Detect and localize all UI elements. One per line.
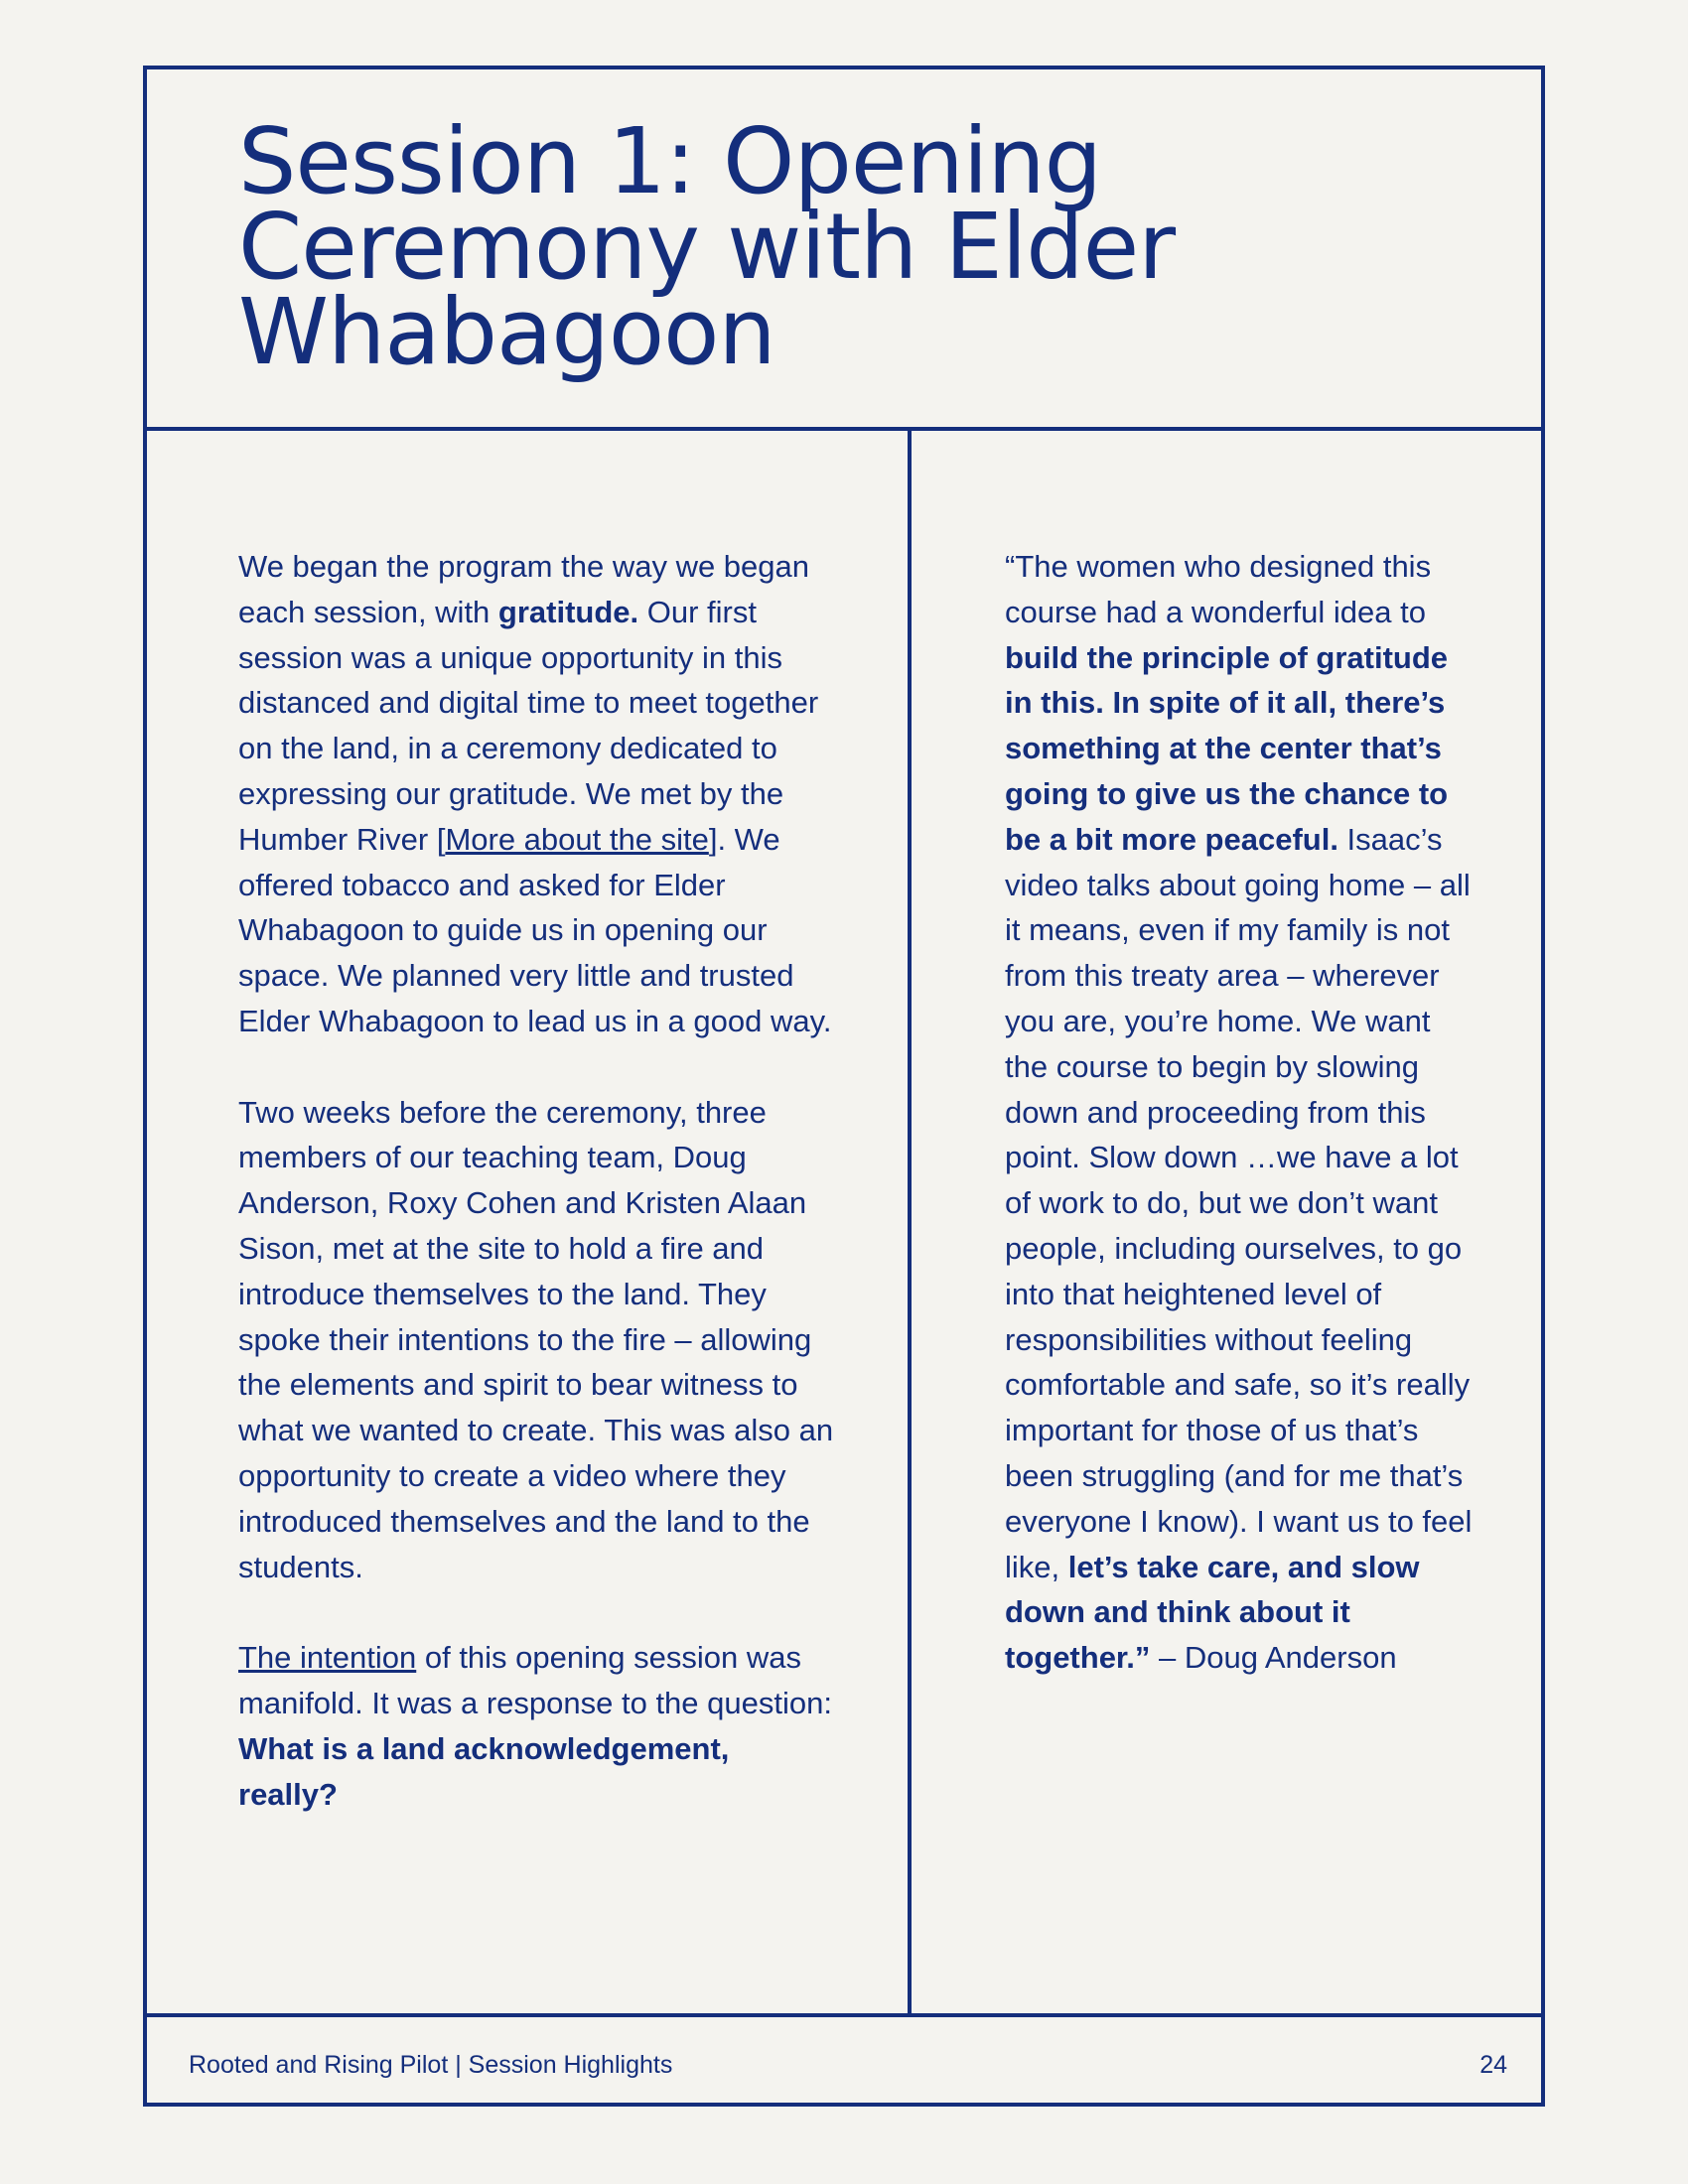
- left-paragraph-2: Two weeks before the ceremony, three members of our teaching team, Doug Anderson, Roxy Cohen and Kristen Alaan Sison, met at the site to hold a fire and introduce themselves to the land. They spoke their intentions to the fire – allowing the elements and spirit to bear witness to what we wanted to create. This was also an opportunity to create a video where they introduced themselves and the land to the students.: [238, 1094, 834, 1584]
- right-column: [1005, 544, 1481, 1726]
- emphasis-question: What is a land acknowledgement, really?: [238, 1730, 730, 1812]
- page-title: Session 1: Opening Ceremony with Elder Whabagoon: [238, 108, 1176, 385]
- footer-label: Rooted and Rising Pilot | Session Highlights: [189, 2051, 673, 2079]
- quote-emphasis-2: let’s take care, and slow down and think about it together.”: [1005, 1549, 1420, 1676]
- emphasis-gratitude: gratitude.: [497, 594, 639, 629]
- the-intention-link[interactable]: The intention: [238, 1640, 417, 1676]
- column-divider: [908, 431, 912, 2013]
- page-number: 24: [1479, 2051, 1507, 2079]
- left-paragraph-1: We began the program the way we began each session, with gratitude. Our first session was a unique opportunity in this distanced and digital time to meet together on the land, in a ceremony dedicated to expressing our gratitude. We met by the Humber River [More about the site]. We offered tobacco and asked for Elder Whabagoon to guide us in opening our space. We planned very little and trusted Elder Whabagoon to lead us in a good way.: [238, 549, 832, 1038]
- more-about-site-link[interactable]: More about the site: [445, 821, 709, 857]
- title-divider: [147, 427, 1541, 431]
- doug-anderson-quote: “The women who designed this course had a wonderful idea to build the principle of gratitude in this. In spite of it all, there’s something at the center that’s going to give us the chance to be a bit more peaceful. Isaac’s video talks about going home – all it means, even if my family is not from this treaty area – wherever you are, you’re home. We want the course to begin by slowing down and proceeding from this point. Slow down …we have a lot of work to do, but we don’t want people, including ourselves, to go into that heightened level of responsibilities without feeling comfortable and safe, so it’s really important for those of us that’s been struggling (and for me that’s everyone I know). I want us to feel like, let’s take care, and slow down and think about it together.” – Doug Anderson: [1005, 549, 1473, 1676]
- page-frame: [143, 66, 1545, 2107]
- footer-divider: [147, 2013, 1541, 2017]
- quote-emphasis-1: build the principle of gratitude in this. In spite of it all, there’s something at the center that’s going to give us the chance to be a bit more peaceful.: [1005, 639, 1449, 857]
- left-paragraph-3: The intention of this opening session was manifold. It was a response to the question: What is a land acknowledgement, really?: [238, 1640, 832, 1812]
- left-column: [238, 544, 834, 1862]
